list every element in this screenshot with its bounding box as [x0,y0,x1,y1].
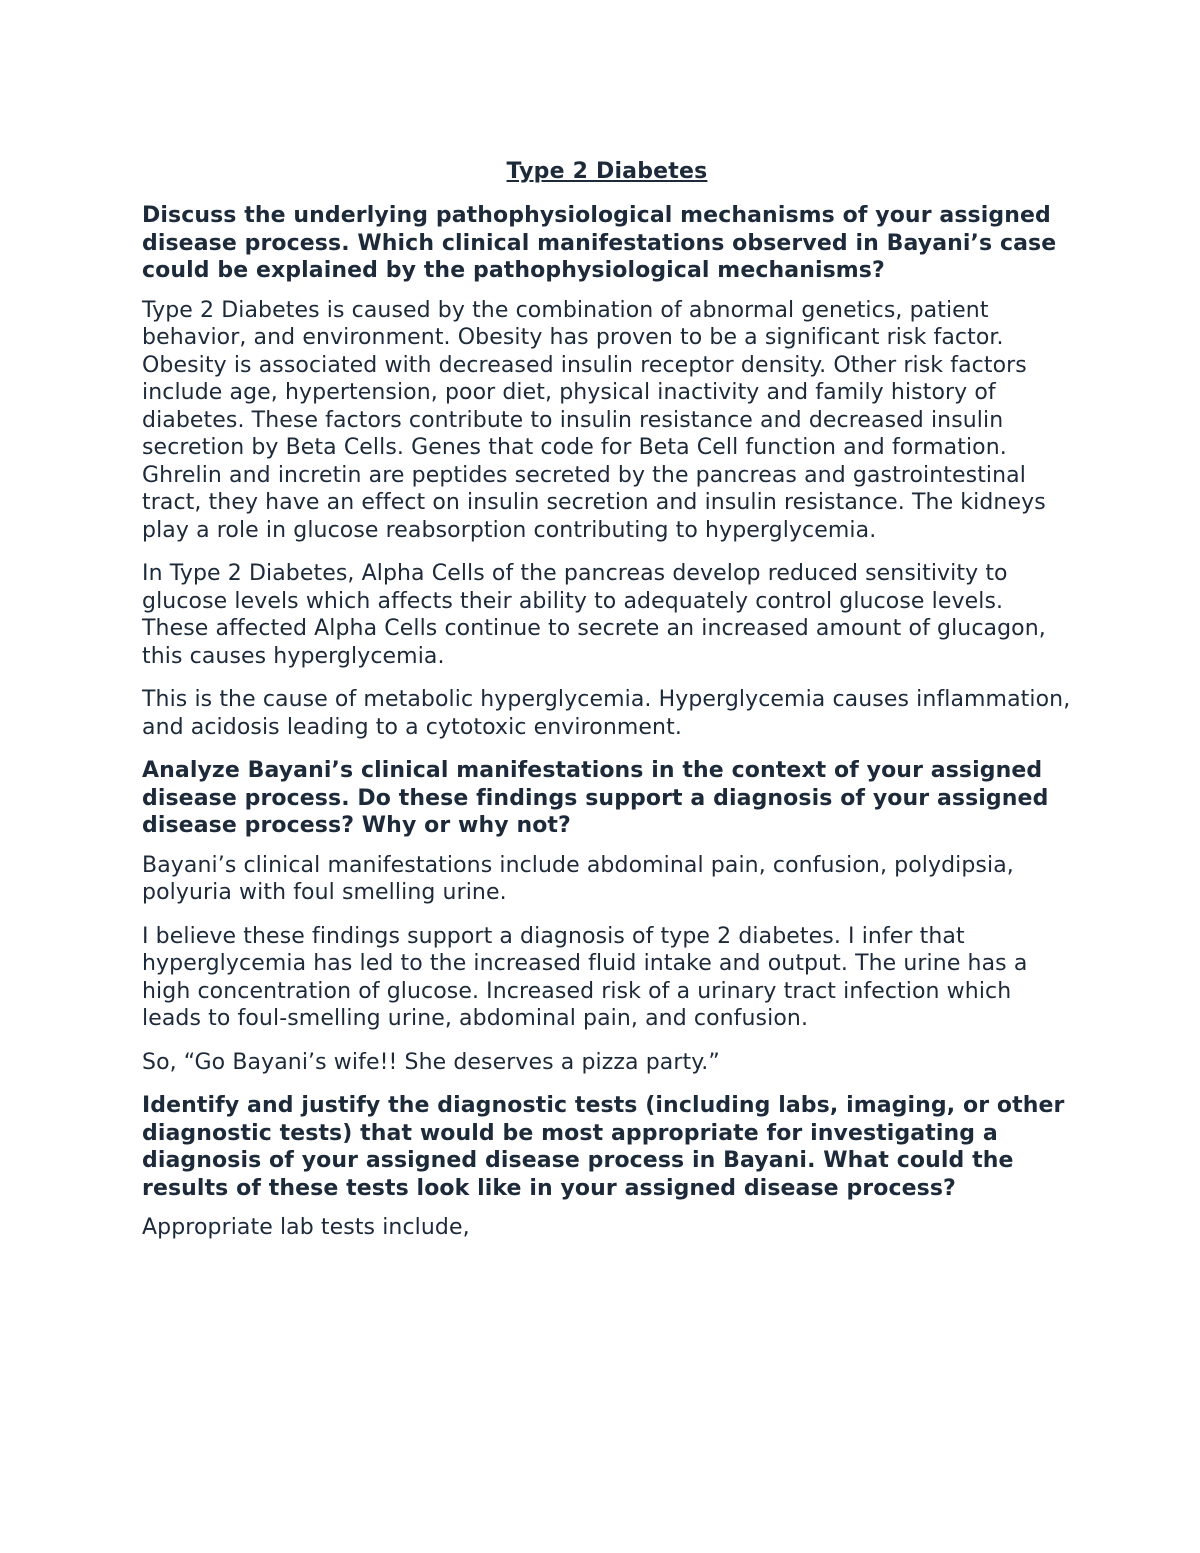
document-page [142,156,1072,1258]
section-1-question: Discuss the underlying pathophysiological mechanisms of your assigned disease process. Which clinical manifestations observed in Bayani’s case could be explained by the pathophysiological mechanisms? [142,203,1057,283]
section-2-paragraph-2: I believe these findings support a diagnosis of type 2 diabetes. I infer that hyperglycemia has led to the increased fluid intake and output. The urine has a high concentration of glucose. Increased risk of a urinary tract infection which leads to foul-smelling urine, abdominal pain, and confusion. [142,923,1028,1031]
section-1-paragraph-3: This is the cause of metabolic hyperglycemia. Hyperglycemia causes inflammation, and acidosis leading to a cytotoxic environment. [142,687,1071,740]
section-2-question: Analyze Bayani’s clinical manifestations in the context of your assigned disease process. Do these findings support a diagnosis of your assigned disease process? Why or why not? [142,758,1049,838]
section-1-paragraph-2: In Type 2 Diabetes, Alpha Cells of the pancreas develop reduced sensitivity to glucose levels which affects their ability to adequately control glucose levels. These affected Alpha Cells continue to secrete an increased amount of glucagon, this causes hyperglycemia. [142,561,1046,669]
section-1-paragraph-1: Type 2 Diabetes is caused by the combination of abnormal genetics, patient behavior, and environment. Obesity has proven to be a significant risk factor. Obesity is associated with decreased insulin receptor density. Other risk factors include age, hypertension, poor diet, physical inactivity and family history of diabetes. These factors contribute to insulin resistance and decreased insulin secretion by Beta Cells. Genes that code for Beta Cell function and formation. Ghrelin and incretin are peptides secreted by the pancreas and gastrointestinal tract, they have an effect on insulin secretion and insulin resistance. The kidneys play a role in glucose reabsorption contributing to hyperglycemia. [142,297,1046,543]
section-3-paragraph-1: Appropriate lab tests include, [142,1215,470,1240]
section-2-paragraph-1: Bayani’s clinical manifestations include abdominal pain, confusion, polydipsia, polyuria with foul smelling urine. [142,852,1014,905]
section-2-paragraph-3: So, “Go Bayani’s wife!! She deserves a pizza party.” [142,1049,720,1075]
section-3-question: Identify and justify the diagnostic tests (including labs, imaging, or other diagnostic tests) that would be most appropriate for investigating a diagnosis of your assigned disease process in Bayani. What could the results of these tests look like in your assigned disease process? [142,1093,1065,1201]
document-title: Type 2 Diabetes [506,159,708,184]
